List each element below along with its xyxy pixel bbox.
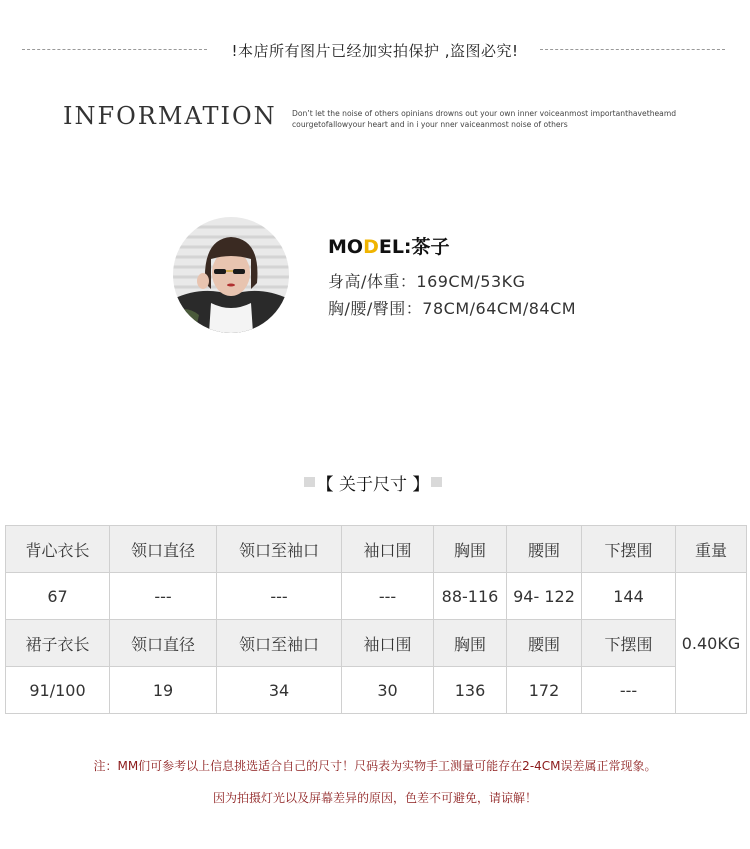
size-table [5, 525, 747, 714]
information-text [292, 108, 712, 130]
table-header-cell: 领口至袖口 [217, 526, 342, 573]
table-cell: 91/100 [6, 667, 110, 714]
table-cell: 67 [6, 573, 110, 620]
model-label-part1: MO [328, 236, 364, 258]
information-text-line1: Don’t let the noise of others opinians drowns out your own inner voiceanmost importanthavetheamd [292, 109, 677, 118]
divider-right [540, 49, 725, 50]
skirt-values-row [6, 667, 747, 714]
table-cell: 136 [434, 667, 507, 714]
table-header-cell: 胸围 [434, 526, 507, 573]
table-header-cell: 裙子衣长 [6, 620, 110, 667]
footnote-color: 因为拍摄灯光以及屏幕差异的原因，色差不可避免，请谅解！ [212, 791, 537, 805]
model-height-weight: 身高/体重：169CM/53KG [328, 272, 526, 291]
information-title: INFORMATION [63, 102, 277, 130]
divider-left [22, 49, 207, 50]
table-header-cell: 下摆围 [582, 620, 676, 667]
table-header-cell: 袖口围 [342, 526, 434, 573]
table-header-cell: 下摆围 [582, 526, 676, 573]
model-name-label [328, 232, 450, 259]
table-cell: --- [342, 573, 434, 620]
table-header-cell: 领口至袖口 [217, 620, 342, 667]
copyright-notice [0, 38, 750, 62]
model-measurements: 胸/腰/臀围：78CM/64CM/84CM [328, 299, 577, 318]
skirt-header-row [6, 620, 747, 667]
size-section-heading-text: 【 关于尺寸 】 [316, 475, 430, 495]
table-cell: 172 [507, 667, 582, 714]
model-label-part2: EL: [378, 236, 412, 258]
table-cell: 94- 122 [507, 573, 582, 620]
table-cell: 30 [342, 667, 434, 714]
model-label-highlight: D [363, 236, 379, 258]
table-header-cell: 胸围 [434, 620, 507, 667]
weight-value-cell: 0.40KG [676, 573, 747, 714]
table-cell: --- [110, 573, 217, 620]
table-header-cell: 袖口围 [342, 620, 434, 667]
table-header-cell: 领口直径 [110, 526, 217, 573]
copyright-notice-text: !本店所有图片已经加实拍保护 ,盗图必究! [231, 42, 519, 60]
table-cell: 88-116 [434, 573, 507, 620]
vest-header-row [6, 526, 747, 573]
table-header-cell: 腰围 [507, 526, 582, 573]
footnote-measurement: 注：MM们可参考以上信息挑选适合自己的尺寸！尺码表为实物手工测量可能存在2-4CM误差属正常现象。 [93, 759, 657, 773]
size-section-heading [304, 470, 442, 494]
table-header-cell: 背心衣长 [6, 526, 110, 573]
information-text-line2: courgetofallowyour heart and in i your nner vaiceanmost noise of others [292, 120, 568, 129]
table-cell: --- [217, 573, 342, 620]
table-header-cell: 腰围 [507, 620, 582, 667]
vest-values-row [6, 573, 747, 620]
weight-header-cell: 重量 [676, 526, 747, 573]
model-avatar [173, 217, 289, 333]
table-cell: 34 [217, 667, 342, 714]
model-name: 茶子 [411, 236, 450, 258]
table-cell: --- [582, 667, 676, 714]
table-header-cell: 领口直径 [110, 620, 217, 667]
table-cell: 144 [582, 573, 676, 620]
table-cell: 19 [110, 667, 217, 714]
model-photo-icon [173, 217, 289, 333]
